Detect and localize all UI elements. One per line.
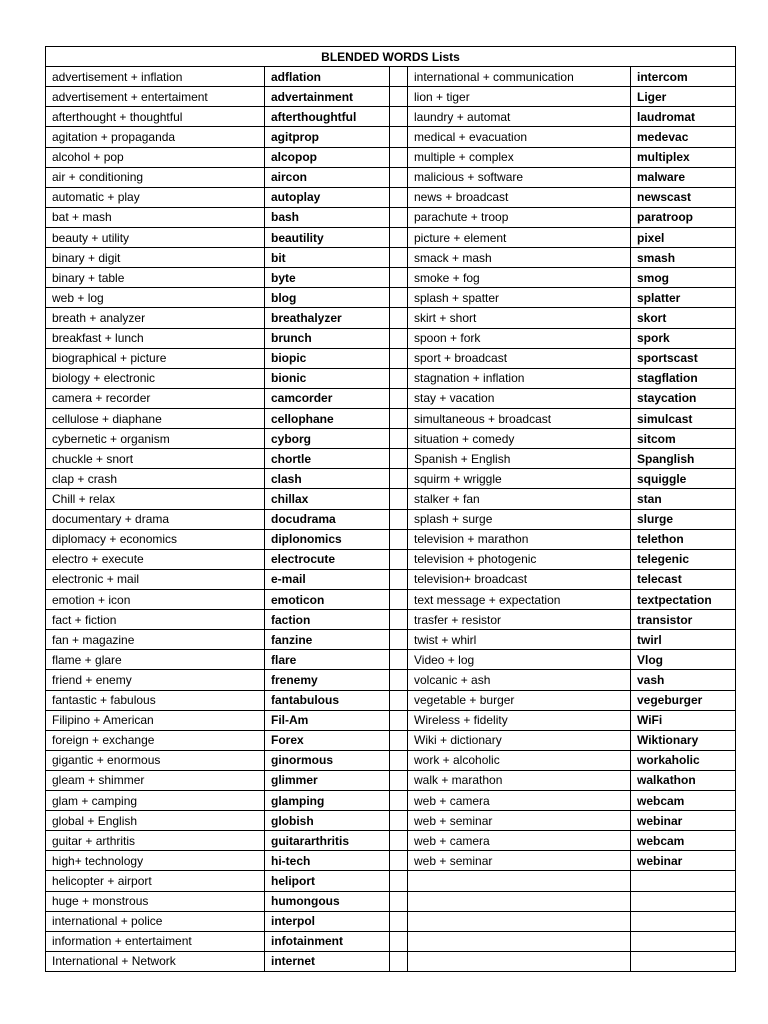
spacer-cell — [390, 248, 408, 268]
blended-word-cell: docudrama — [265, 509, 390, 529]
blended-word-cell: stan — [631, 489, 736, 509]
combination-cell: bat + mash — [46, 207, 265, 227]
table-row — [46, 328, 736, 348]
blended-word-cell: agitprop — [265, 127, 390, 147]
table-row — [46, 770, 736, 790]
combination-cell: stay + vacation — [408, 388, 631, 408]
combination-cell: electronic + mail — [46, 569, 265, 589]
blended-word-cell: multiplex — [631, 147, 736, 167]
spacer-cell — [390, 951, 408, 971]
combination-cell: cybernetic + organism — [46, 429, 265, 449]
blended-word-cell: infotainment — [265, 931, 390, 951]
spacer-cell — [390, 891, 408, 911]
blended-word-cell: paratroop — [631, 207, 736, 227]
blended-word-cell: afterthoughtful — [265, 107, 390, 127]
combination-cell: camera + recorder — [46, 388, 265, 408]
combination-cell: information + entertaiment — [46, 931, 265, 951]
combination-cell: afterthought + thoughtful — [46, 107, 265, 127]
blended-word-cell: webinar — [631, 811, 736, 831]
combination-cell: biology + electronic — [46, 368, 265, 388]
spacer-cell — [390, 469, 408, 489]
combination-cell: electro + execute — [46, 549, 265, 569]
combination-cell: friend + enemy — [46, 670, 265, 690]
spacer-cell — [390, 569, 408, 589]
table-row — [46, 569, 736, 589]
blended-word-cell: faction — [265, 610, 390, 630]
combination-cell: text message + expectation — [408, 589, 631, 609]
combination-cell: lion + tiger — [408, 87, 631, 107]
blended-word-cell: interpol — [265, 911, 390, 931]
combination-cell: fan + magazine — [46, 630, 265, 650]
blended-word-cell: twirl — [631, 630, 736, 650]
blended-word-cell: pixel — [631, 227, 736, 247]
combination-cell: walk + marathon — [408, 770, 631, 790]
spacer-cell — [390, 690, 408, 710]
blended-word-cell: splatter — [631, 288, 736, 308]
combination-cell: Wiki + dictionary — [408, 730, 631, 750]
blended-word-cell: glimmer — [265, 770, 390, 790]
combination-cell: twist + whirl — [408, 630, 631, 650]
blended-word-cell — [631, 891, 736, 911]
blended-word-cell — [631, 871, 736, 891]
combination-cell: picture + element — [408, 227, 631, 247]
table-title: BLENDED WORDS Lists — [46, 47, 736, 67]
blended-word-cell: advertainment — [265, 87, 390, 107]
spacer-cell — [390, 429, 408, 449]
combination-cell: parachute + troop — [408, 207, 631, 227]
table-body — [46, 67, 736, 972]
blended-words-table — [45, 46, 736, 972]
combination-cell: automatic + play — [46, 187, 265, 207]
spacer-cell — [390, 911, 408, 931]
blended-word-cell: aircon — [265, 167, 390, 187]
combination-cell: news + broadcast — [408, 187, 631, 207]
spacer-cell — [390, 268, 408, 288]
blended-word-cell: fantabulous — [265, 690, 390, 710]
blended-word-cell: vash — [631, 670, 736, 690]
combination-cell: documentary + drama — [46, 509, 265, 529]
combination-cell: breath + analyzer — [46, 308, 265, 328]
spacer-cell — [390, 831, 408, 851]
table-row — [46, 408, 736, 428]
combination-cell: Filipino + American — [46, 710, 265, 730]
blended-word-cell: blog — [265, 288, 390, 308]
blended-word-cell: hi-tech — [265, 851, 390, 871]
combination-cell — [408, 931, 631, 951]
combination-cell: high+ technology — [46, 851, 265, 871]
combination-cell: medical + evacuation — [408, 127, 631, 147]
blended-word-cell: spork — [631, 328, 736, 348]
blended-word-cell: bionic — [265, 368, 390, 388]
spacer-cell — [390, 288, 408, 308]
blended-word-cell: transistor — [631, 610, 736, 630]
spacer-cell — [390, 87, 408, 107]
spacer-cell — [390, 187, 408, 207]
blended-word-cell: workaholic — [631, 750, 736, 770]
combination-cell: chuckle + snort — [46, 449, 265, 469]
blended-word-cell: smash — [631, 248, 736, 268]
combination-cell: binary + digit — [46, 248, 265, 268]
combination-cell: television+ broadcast — [408, 569, 631, 589]
combination-cell: biographical + picture — [46, 348, 265, 368]
combination-cell: advertisement + entertaiment — [46, 87, 265, 107]
combination-cell: web + camera — [408, 791, 631, 811]
blended-word-cell: e-mail — [265, 569, 390, 589]
blended-word-cell: beautility — [265, 227, 390, 247]
blended-word-cell: sportscast — [631, 348, 736, 368]
blended-word-cell: simulcast — [631, 408, 736, 428]
combination-cell: beauty + utility — [46, 227, 265, 247]
blended-word-cell: skort — [631, 308, 736, 328]
combination-cell: guitar + arthritis — [46, 831, 265, 851]
blended-word-cell: frenemy — [265, 670, 390, 690]
combination-cell: gigantic + enormous — [46, 750, 265, 770]
blended-word-cell: cyborg — [265, 429, 390, 449]
spacer-cell — [390, 871, 408, 891]
table-row — [46, 207, 736, 227]
combination-cell: stagnation + inflation — [408, 368, 631, 388]
blended-word-cell: telecast — [631, 569, 736, 589]
combination-cell: multiple + complex — [408, 147, 631, 167]
table-row — [46, 871, 736, 891]
spacer-cell — [390, 630, 408, 650]
blended-word-cell: telegenic — [631, 549, 736, 569]
blended-word-cell: stagflation — [631, 368, 736, 388]
combination-cell: Chill + relax — [46, 489, 265, 509]
table-row — [46, 429, 736, 449]
blended-word-cell: vegeburger — [631, 690, 736, 710]
combination-cell: squirm + wriggle — [408, 469, 631, 489]
blended-word-cell: Forex — [265, 730, 390, 750]
blended-word-cell: adflation — [265, 67, 390, 87]
spacer-cell — [390, 811, 408, 831]
blended-word-cell: biopic — [265, 348, 390, 368]
blended-word-cell: slurge — [631, 509, 736, 529]
table-row — [46, 147, 736, 167]
combination-cell: smoke + fog — [408, 268, 631, 288]
combination-cell: vegetable + burger — [408, 690, 631, 710]
spacer-cell — [390, 348, 408, 368]
combination-cell: glam + camping — [46, 791, 265, 811]
blended-word-cell: camcorder — [265, 388, 390, 408]
combination-cell: agitation + propaganda — [46, 127, 265, 147]
combination-cell: television + photogenic — [408, 549, 631, 569]
blended-word-cell: emoticon — [265, 589, 390, 609]
table-row — [46, 87, 736, 107]
blended-word-cell: glamping — [265, 791, 390, 811]
blended-word-cell: smog — [631, 268, 736, 288]
table-row — [46, 931, 736, 951]
combination-cell: cellulose + diaphane — [46, 408, 265, 428]
blended-word-cell: Spanglish — [631, 449, 736, 469]
blended-word-cell: malware — [631, 167, 736, 187]
table-row — [46, 107, 736, 127]
combination-cell: smack + mash — [408, 248, 631, 268]
combination-cell: splash + spatter — [408, 288, 631, 308]
spacer-cell — [390, 670, 408, 690]
combination-cell: Video + log — [408, 650, 631, 670]
table-row — [46, 167, 736, 187]
combination-cell — [408, 951, 631, 971]
blended-word-cell: breathalyzer — [265, 308, 390, 328]
table-row — [46, 630, 736, 650]
blended-word-cell: walkathon — [631, 770, 736, 790]
combination-cell — [408, 871, 631, 891]
table-row — [46, 589, 736, 609]
blended-word-cell: heliport — [265, 871, 390, 891]
blended-word-cell: internet — [265, 951, 390, 971]
table-row — [46, 690, 736, 710]
combination-cell: global + English — [46, 811, 265, 831]
blended-word-cell: globish — [265, 811, 390, 831]
blended-word-cell: webinar — [631, 851, 736, 871]
blended-word-cell — [631, 911, 736, 931]
table-row — [46, 791, 736, 811]
blended-word-cell: chillax — [265, 489, 390, 509]
spacer-cell — [390, 710, 408, 730]
combination-cell: air + conditioning — [46, 167, 265, 187]
table-row — [46, 851, 736, 871]
spacer-cell — [390, 931, 408, 951]
table-row — [46, 67, 736, 87]
combination-cell: splash + surge — [408, 509, 631, 529]
combination-cell: helicopter + airport — [46, 871, 265, 891]
blended-word-cell: chortle — [265, 449, 390, 469]
blended-word-cell: textpectation — [631, 589, 736, 609]
combination-cell: foreign + exchange — [46, 730, 265, 750]
table-row — [46, 891, 736, 911]
blended-word-cell: guitararthritis — [265, 831, 390, 851]
blended-word-cell: Fil-Am — [265, 710, 390, 730]
table-row — [46, 187, 736, 207]
combination-cell: flame + glare — [46, 650, 265, 670]
table-row — [46, 227, 736, 247]
spacer-cell — [390, 610, 408, 630]
blended-word-cell: electrocute — [265, 549, 390, 569]
spacer-cell — [390, 227, 408, 247]
spacer-cell — [390, 549, 408, 569]
combination-cell: huge + monstrous — [46, 891, 265, 911]
combination-cell: situation + comedy — [408, 429, 631, 449]
blended-word-cell: Liger — [631, 87, 736, 107]
table-row — [46, 811, 736, 831]
spacer-cell — [390, 650, 408, 670]
blended-word-cell: laudromat — [631, 107, 736, 127]
spacer-cell — [390, 107, 408, 127]
combination-cell: web + seminar — [408, 851, 631, 871]
combination-cell: clap + crash — [46, 469, 265, 489]
combination-cell: web + camera — [408, 831, 631, 851]
combination-cell: web + seminar — [408, 811, 631, 831]
blended-word-cell: WiFi — [631, 710, 736, 730]
table-row — [46, 288, 736, 308]
combination-cell: simultaneous + broadcast — [408, 408, 631, 428]
combination-cell: international + police — [46, 911, 265, 931]
blended-word-cell: sitcom — [631, 429, 736, 449]
table-row — [46, 509, 736, 529]
combination-cell: spoon + fork — [408, 328, 631, 348]
combination-cell: television + marathon — [408, 529, 631, 549]
spacer-cell — [390, 167, 408, 187]
combination-cell: international + communication — [408, 67, 631, 87]
blended-word-cell: telethon — [631, 529, 736, 549]
spacer-cell — [390, 408, 408, 428]
table-row — [46, 670, 736, 690]
table-row — [46, 549, 736, 569]
blended-word-cell: brunch — [265, 328, 390, 348]
combination-cell: laundry + automat — [408, 107, 631, 127]
spacer-cell — [390, 529, 408, 549]
blended-word-cell: bash — [265, 207, 390, 227]
spacer-cell — [390, 851, 408, 871]
table-row — [46, 388, 736, 408]
blended-word-cell: webcam — [631, 831, 736, 851]
combination-cell — [408, 891, 631, 911]
spacer-cell — [390, 589, 408, 609]
spacer-cell — [390, 207, 408, 227]
table-row — [46, 650, 736, 670]
combination-cell: volcanic + ash — [408, 670, 631, 690]
combination-cell: diplomacy + economics — [46, 529, 265, 549]
table-row — [46, 529, 736, 549]
table-row — [46, 449, 736, 469]
spacer-cell — [390, 328, 408, 348]
combination-cell: gleam + shimmer — [46, 770, 265, 790]
blended-word-cell: humongous — [265, 891, 390, 911]
combination-cell: skirt + short — [408, 308, 631, 328]
spacer-cell — [390, 449, 408, 469]
combination-cell: breakfast + lunch — [46, 328, 265, 348]
blended-word-cell: Wiktionary — [631, 730, 736, 750]
blended-word-cell: squiggle — [631, 469, 736, 489]
blended-word-cell: cellophane — [265, 408, 390, 428]
blended-word-cell: fanzine — [265, 630, 390, 650]
table-row — [46, 489, 736, 509]
combination-cell: binary + table — [46, 268, 265, 288]
combination-cell: stalker + fan — [408, 489, 631, 509]
blended-word-cell: medevac — [631, 127, 736, 147]
table-row — [46, 610, 736, 630]
blended-word-cell — [631, 931, 736, 951]
combination-cell: work + alcoholic — [408, 750, 631, 770]
spacer-cell — [390, 388, 408, 408]
blended-word-cell — [631, 951, 736, 971]
table-row — [46, 710, 736, 730]
blended-word-cell: bit — [265, 248, 390, 268]
table-row — [46, 248, 736, 268]
combination-cell: advertisement + inflation — [46, 67, 265, 87]
blended-word-cell: webcam — [631, 791, 736, 811]
combination-cell: web + log — [46, 288, 265, 308]
table-row — [46, 268, 736, 288]
table-row — [46, 348, 736, 368]
blended-word-cell: staycation — [631, 388, 736, 408]
combination-cell — [408, 911, 631, 931]
blended-word-cell: flare — [265, 650, 390, 670]
spacer-cell — [390, 770, 408, 790]
table-row — [46, 750, 736, 770]
spacer-cell — [390, 791, 408, 811]
blended-word-cell: ginormous — [265, 750, 390, 770]
table-row — [46, 911, 736, 931]
combination-cell: emotion + icon — [46, 589, 265, 609]
spacer-cell — [390, 730, 408, 750]
spacer-cell — [390, 308, 408, 328]
table-row — [46, 308, 736, 328]
table-row — [46, 127, 736, 147]
table-row — [46, 368, 736, 388]
blended-word-cell: Vlog — [631, 650, 736, 670]
combination-cell: alcohol + pop — [46, 147, 265, 167]
combination-cell: sport + broadcast — [408, 348, 631, 368]
combination-cell: Wireless + fidelity — [408, 710, 631, 730]
blended-word-cell: alcopop — [265, 147, 390, 167]
table-row — [46, 831, 736, 851]
blended-word-cell: diplonomics — [265, 529, 390, 549]
blended-word-cell: clash — [265, 469, 390, 489]
spacer-cell — [390, 368, 408, 388]
blended-word-cell: byte — [265, 268, 390, 288]
spacer-cell — [390, 67, 408, 87]
combination-cell: International + Network — [46, 951, 265, 971]
blended-word-cell: autoplay — [265, 187, 390, 207]
combination-cell: fantastic + fabulous — [46, 690, 265, 710]
spacer-cell — [390, 489, 408, 509]
table-row — [46, 469, 736, 489]
blended-word-cell: newscast — [631, 187, 736, 207]
table-row — [46, 730, 736, 750]
combination-cell: Spanish + English — [408, 449, 631, 469]
blended-word-cell: intercom — [631, 67, 736, 87]
spacer-cell — [390, 509, 408, 529]
spacer-cell — [390, 127, 408, 147]
combination-cell: malicious + software — [408, 167, 631, 187]
combination-cell: trasfer + resistor — [408, 610, 631, 630]
spacer-cell — [390, 147, 408, 167]
spacer-cell — [390, 750, 408, 770]
combination-cell: fact + fiction — [46, 610, 265, 630]
table-row — [46, 951, 736, 971]
